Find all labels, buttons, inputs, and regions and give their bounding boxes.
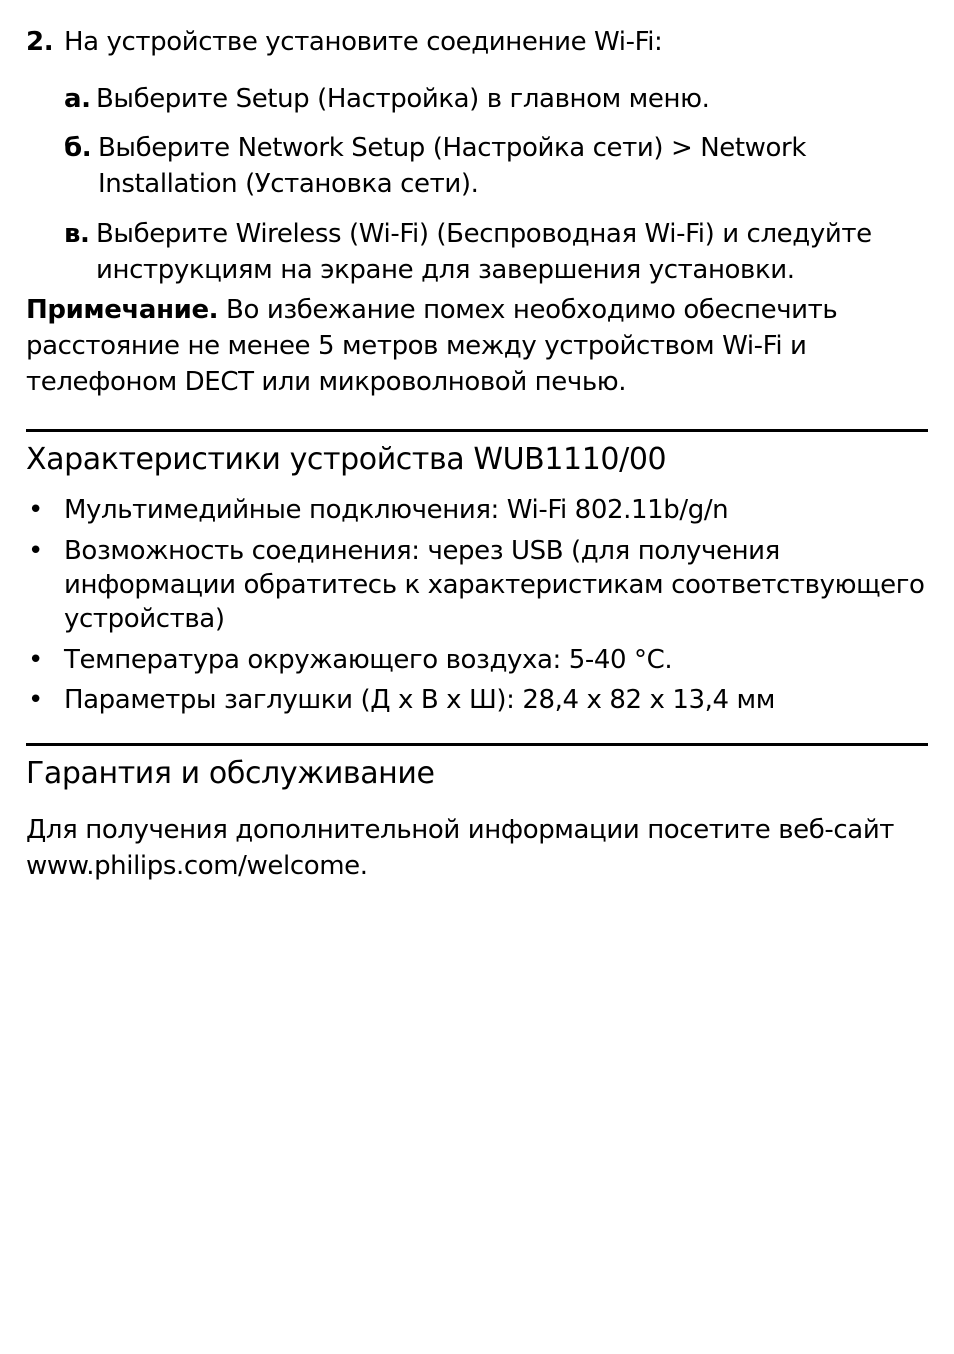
- spec-item-3: Температура окружающего воздуха: 5-40 °C.: [64, 645, 673, 675]
- bullet-icon: •: [28, 536, 43, 566]
- substep-c-text-line1: Выберите Wireless (Wi-Fi) (Беспроводная Wi-Fi) и следуйте: [96, 219, 872, 249]
- spec-item-4: Параметры заглушки (Д x В x Ш): 28,4 x 82 x 13,4 мм: [64, 685, 775, 715]
- substep-marker-c: в.: [64, 219, 90, 249]
- spec-item-2-line3: устройства): [64, 604, 225, 634]
- spec-item-2-line2: информации обратитесь к характеристикам соответствующего: [64, 570, 925, 600]
- bullet-icon: •: [28, 645, 43, 675]
- warranty-line1: Для получения дополнительной информации посетите веб-сайт: [26, 815, 895, 845]
- note-label: Примечание.: [26, 295, 219, 325]
- section-divider: [26, 429, 928, 432]
- section-divider: [26, 743, 928, 746]
- spec-item-1: Мультимедийные подключения: Wi-Fi 802.11b/g/n: [64, 495, 729, 525]
- substep-c-text-line2: инструкциям на экране для завершения установки.: [96, 255, 795, 285]
- specs-heading: Характеристики устройства WUB1110/00: [26, 442, 667, 477]
- substep-a-text: Выберите Setup (Настройка) в главном меню.: [96, 84, 710, 114]
- substep-marker-b: б.: [64, 133, 92, 163]
- note-line1: [26, 292, 837, 328]
- note-line2: расстояние не менее 5 метров между устройством Wi-Fi и: [26, 331, 807, 361]
- note-line3: телефоном DECT или микроволновой печью.: [26, 367, 627, 397]
- substep-marker-a: a.: [64, 84, 91, 114]
- substep-b-text-line1: Выберите Network Setup (Настройка сети) > Network: [98, 133, 806, 163]
- warranty-line2: www.philips.com/welcome.: [26, 851, 368, 881]
- note-text: Во избежание помех необходимо обеспечить: [226, 295, 838, 325]
- bullet-icon: •: [28, 685, 43, 715]
- bullet-icon: •: [28, 495, 43, 525]
- step-text: На устройстве установите соединение Wi-Fi:: [64, 27, 663, 57]
- warranty-heading: Гарантия и обслуживание: [26, 756, 435, 791]
- substep-b-text-line2: Installation (Установка сети).: [98, 169, 479, 199]
- step-number: 2.: [26, 27, 54, 57]
- spec-item-2-line1: Возможность соединения: через USB (для получения: [64, 536, 780, 566]
